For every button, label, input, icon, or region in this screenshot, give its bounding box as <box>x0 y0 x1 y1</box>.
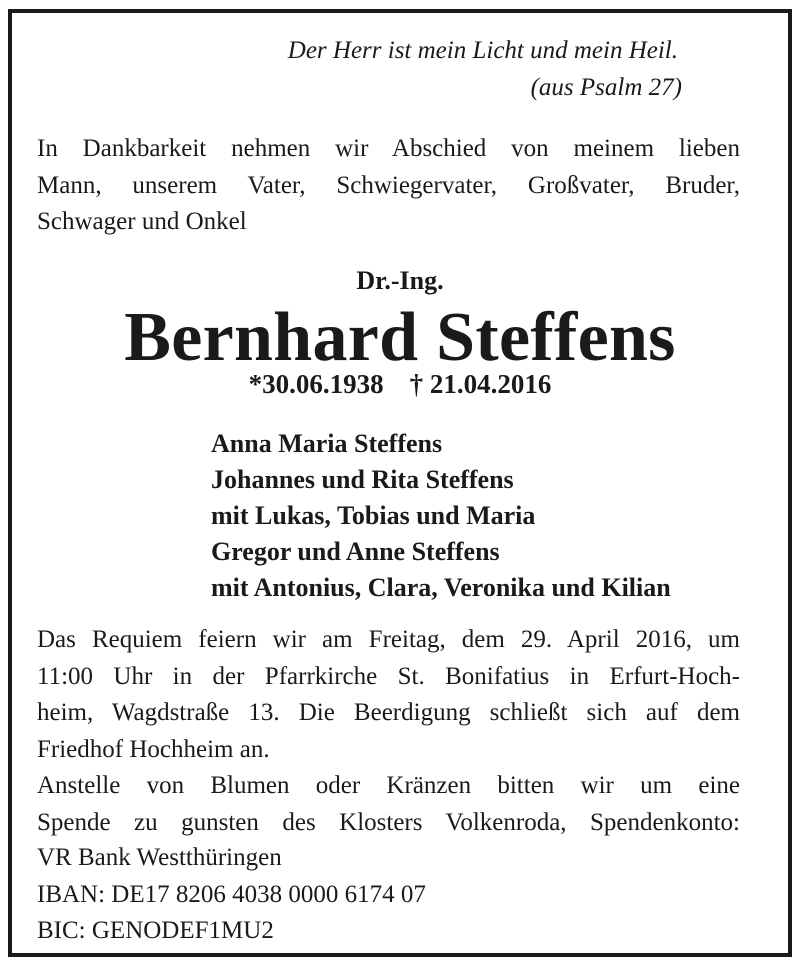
bank-details <box>37 840 426 950</box>
birth-date: *30.06.1938 <box>248 369 384 399</box>
death-date: † 21.04.2016 <box>409 369 552 399</box>
intro-line: Schwager und Onkel <box>37 208 247 235</box>
academic-title: Dr.-Ing. <box>356 266 444 295</box>
family-member: mit Lukas, Tobias und Maria <box>211 501 536 530</box>
requiem-line: Anstelle von Blumen oder Kränzen bitten wir um eine <box>37 772 740 799</box>
bank-name: VR Bank Westthüringen <box>37 844 282 871</box>
bank-iban: IBAN: DE17 8206 4038 0000 6174 07 <box>37 880 426 908</box>
motto-source: (aus Psalm 27) <box>530 74 682 101</box>
requiem-paragraph <box>37 622 740 841</box>
intro-line: In Dankbarkeit nehmen wir Abschied von meinem lieben <box>37 135 740 162</box>
life-dates <box>0 366 800 402</box>
family-member: mit Antonius, Clara, Veronika und Kilian <box>211 573 671 602</box>
bank-bic: BIC: GENODEF1MU2 <box>37 917 274 944</box>
family-list <box>211 426 671 606</box>
requiem-line: heim, Wagdstraße 13. Die Beerdigung schließt sich auf dem <box>37 699 740 726</box>
requiem-line: Spende zu gunsten des Klosters Volkenroda, Spendenkonto: <box>37 808 740 836</box>
deceased-name: Bernhard Steffens <box>124 299 676 376</box>
intro-line: Mann, unserem Vater, Schwiegervater, Großvater, Bruder, <box>37 171 740 199</box>
requiem-line: Das Requiem feiern wir am Freitag, dem 29. April 2016, um <box>37 626 740 653</box>
intro-paragraph <box>37 131 740 241</box>
motto <box>287 32 682 106</box>
motto-quote: Der Herr ist mein Licht und mein Heil. <box>287 37 678 64</box>
family-member: Gregor und Anne Steffens <box>211 537 500 566</box>
family-member: Anna Maria Steffens <box>211 429 443 458</box>
requiem-line: 11:00 Uhr in der Pfarrkirche St. Bonifatius in Erfurt-Hoch- <box>37 662 740 690</box>
family-member: Johannes und Rita Steffens <box>211 465 514 494</box>
requiem-line: Friedhof Hochheim an. <box>37 735 270 763</box>
